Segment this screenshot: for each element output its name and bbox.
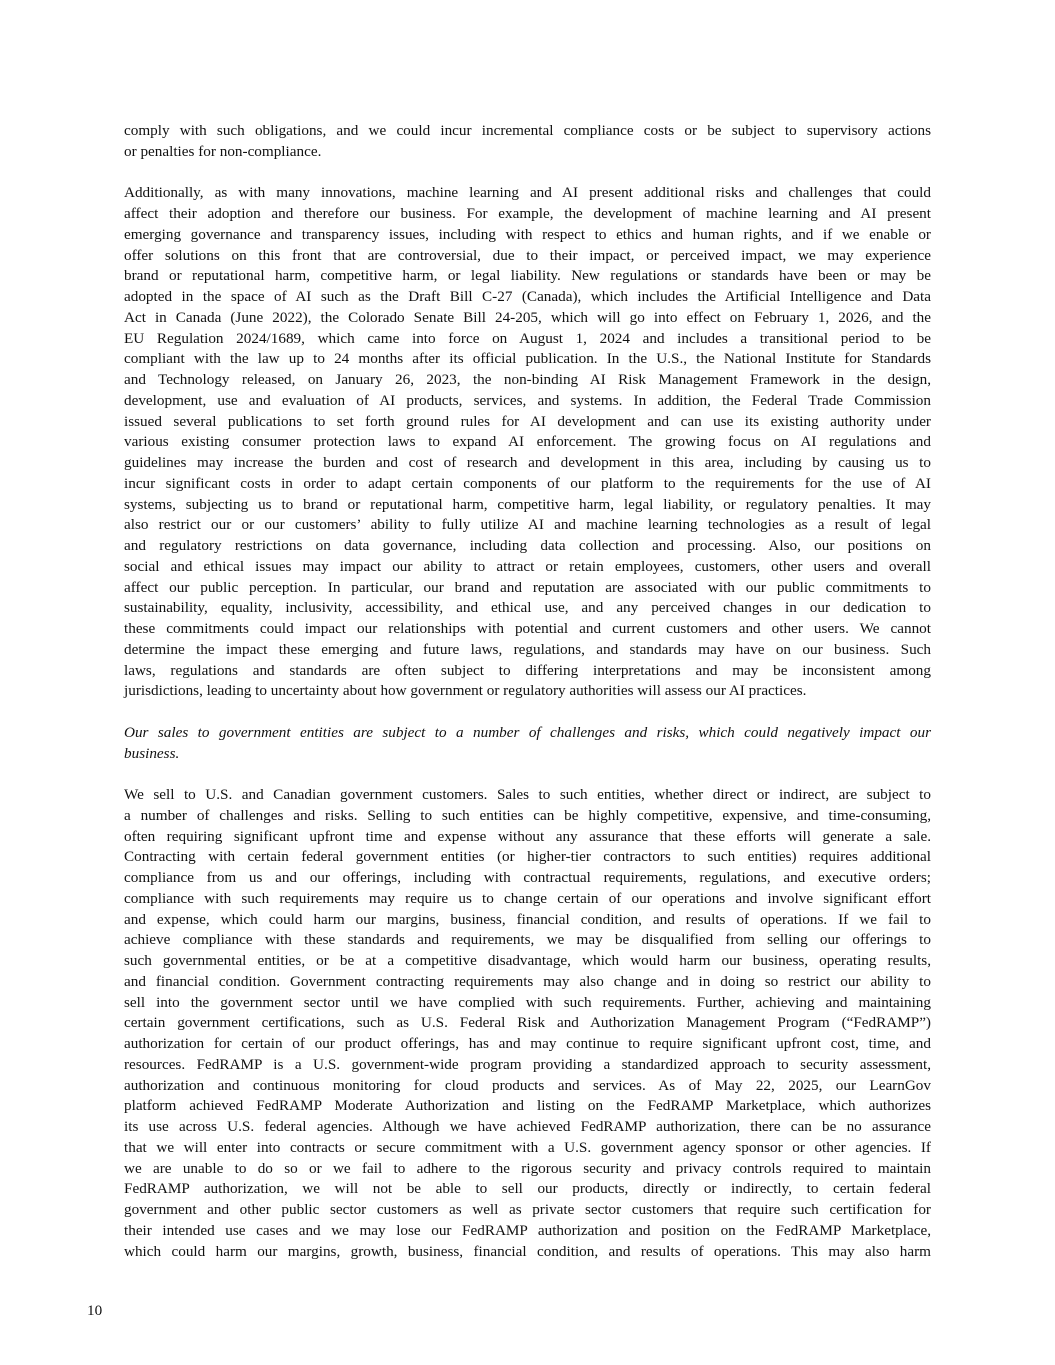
paragraph <box>124 785 931 1262</box>
text-line: government and other public sector customers as well as private sector customers that require such certification for <box>124 1201 931 1218</box>
text-line: EU Regulation 2024/1689, which came into force on August 1, 2024 and includes a transitional period to be <box>124 329 931 347</box>
text-line: sell into the government sector until we have complied with such requirements. Further, achieving and maintaining <box>124 993 931 1011</box>
text-line: such governmental entities, or be at a competitive disadvantage, which would harm our business, operating results, <box>124 952 931 969</box>
text-line: laws, regulations and standards are often subject to differing interpretations and may be inconsistent among <box>124 661 931 679</box>
text-line: we are unable to do so or we fail to adhere to the rigorous security and privacy controls required to maintain <box>124 1159 931 1177</box>
text-line: Act in Canada (June 2022), the Colorado Senate Bill 24-205, which will go into effect on February 1, 2026, and the <box>124 308 931 326</box>
text-line: business. <box>124 744 180 762</box>
page-number: 10 <box>87 1302 103 1319</box>
text-line: and financial condition. Government contracting requirements may also change and in doing so restrict our ability to <box>124 972 931 990</box>
text-line: offer solutions on this front that are controversial, due to their impact, or perceived impact, we may experience <box>124 246 931 264</box>
text-line: guidelines may increase the burden and cost of research and development in this area, including by causing us to <box>124 454 931 471</box>
text-line: resources. FedRAMP is a U.S. government-wide program providing a standardized approach to security assessment, <box>124 1055 931 1073</box>
text-line: determine the impact these emerging and future laws, regulations, and standards may have on our business. Such <box>124 640 931 658</box>
text-line: platform achieved FedRAMP Moderate Authorization and listing on the FedRAMP Marketplace, which authorizes <box>124 1097 931 1115</box>
text-line: Our sales to government entities are subject to a number of challenges and risks, which could negatively impact our <box>124 723 931 741</box>
text-line: incur significant costs in order to adapt certain components of our platform to the requirements for the use of AI <box>124 474 931 492</box>
text-line: affect our public perception. In particular, our brand and reputation are associated with our public commitments to <box>124 578 931 596</box>
text-line: issued several publications to set forth ground rules for AI development and can use its existing authority under <box>124 412 931 430</box>
text-line: that we will enter into contracts or secure commitment with a U.S. government agency sponsor or other agencies. If <box>124 1138 931 1156</box>
section-heading <box>124 723 931 765</box>
text-line: and regulatory restrictions on data governance, including data collection and processing. Also, our positions on <box>124 537 931 554</box>
text-line: compliant with the law up to 24 months after its official publication. In the U.S., the National Institute for Standards <box>124 350 931 368</box>
text-line: their intended use cases and we may lose our FedRAMP authorization and position on the FedRAMP Marketplace, <box>124 1221 931 1239</box>
text-line: sustainability, equality, inclusivity, accessibility, and ethical use, and any perceived changes in our dedication to <box>124 599 931 617</box>
text-line: authorization for certain of our product offerings, has and may continue to require significant upfront cost, time, and <box>124 1035 931 1052</box>
text-line: affect their adoption and therefore our business. For example, the development of machine learning and AI present <box>124 205 931 222</box>
text-line: comply with such obligations, and we could incur incremental compliance costs or be subject to supervisory actions <box>124 122 931 139</box>
text-line: Contracting with certain federal government entities (or higher-tier contractors to such entities) requires additional <box>124 848 931 866</box>
text-line: FedRAMP authorization, we will not be able to sell our products, directly or indirectly, to certain federal <box>124 1180 931 1198</box>
text-line: these commitments could impact our relationships with potential and current customers and other users. We cannot <box>124 620 931 637</box>
text-line: also restrict our or our customers’ ability to fully utilize AI and machine learning technologies as a result of legal <box>124 516 931 534</box>
text-line: and Technology released, on January 26, 2023, the non-binding AI Risk Management Framework in the design, <box>124 371 931 388</box>
text-line: jurisdictions, leading to uncertainty about how government or regulatory authorities will assess our AI practices. <box>124 682 807 700</box>
text-line: compliance from us and our offerings, including with contractual requirements, regulations, and executive orders; <box>124 869 931 886</box>
text-line: brand or reputational harm, competitive harm, or legal liability. New regulations or standards have been or may be <box>124 267 931 285</box>
text-line: Additionally, as with many innovations, machine learning and AI present additional risks and challenges that could <box>124 184 931 202</box>
paragraph <box>124 121 931 163</box>
paragraph <box>124 183 931 702</box>
text-line: and expense, which could harm our margins, business, financial condition, and results of operations. If we fail to <box>124 910 931 928</box>
text-line: its use across U.S. federal agencies. Although we have achieved FedRAMP authorization, there can be no assurance <box>124 1118 931 1135</box>
text-line: authorization and continuous monitoring for cloud products and services. As of May 22, 2025, our LearnGov <box>124 1076 931 1094</box>
text-line: a number of challenges and risks. Selling to such entities can be highly competitive, expensive, and time-consuming, <box>124 806 931 824</box>
body-text <box>124 121 931 1283</box>
text-line: various existing consumer protection laws to expand AI enforcement. The growing focus on AI regulations and <box>124 433 931 451</box>
text-line: achieve compliance with these standards and requirements, we may be disqualified from selling our offerings to <box>124 931 931 949</box>
text-line: social and ethical issues may impact our ability to attract or retain employees, customers, other users and overall <box>124 557 931 575</box>
text-line: emerging governance and transparency issues, including with respect to ethics and human rights, and if we enable or <box>124 225 931 243</box>
text-line: adopted in the space of AI such as the Draft Bill C-27 (Canada), which includes the Artificial Intelligence and Data <box>124 288 931 305</box>
text-line: We sell to U.S. and Canadian government customers. Sales to such entities, whether direct or indirect, are subject to <box>124 786 931 803</box>
text-line: systems, subjecting us to brand or reputational harm, competitive harm, legal liability, or regulatory penalties. It may <box>124 495 931 513</box>
text-line: which could harm our margins, growth, business, financial condition, and results of operations. This may also harm <box>124 1242 931 1260</box>
text-line: certain government certifications, such as U.S. Federal Risk and Authorization Management Program (“FedRAMP”) <box>124 1014 931 1032</box>
text-line: compliance with such requirements may require us to change certain of our operations and involve significant effort <box>124 889 931 907</box>
text-line: development, use and evaluation of AI products, services, and systems. In addition, the Federal Trade Commission <box>124 391 931 409</box>
text-line: often requiring significant upfront time and expense without any assurance that these efforts will generate a sale. <box>124 827 931 845</box>
text-line: or penalties for non-compliance. <box>124 142 322 160</box>
